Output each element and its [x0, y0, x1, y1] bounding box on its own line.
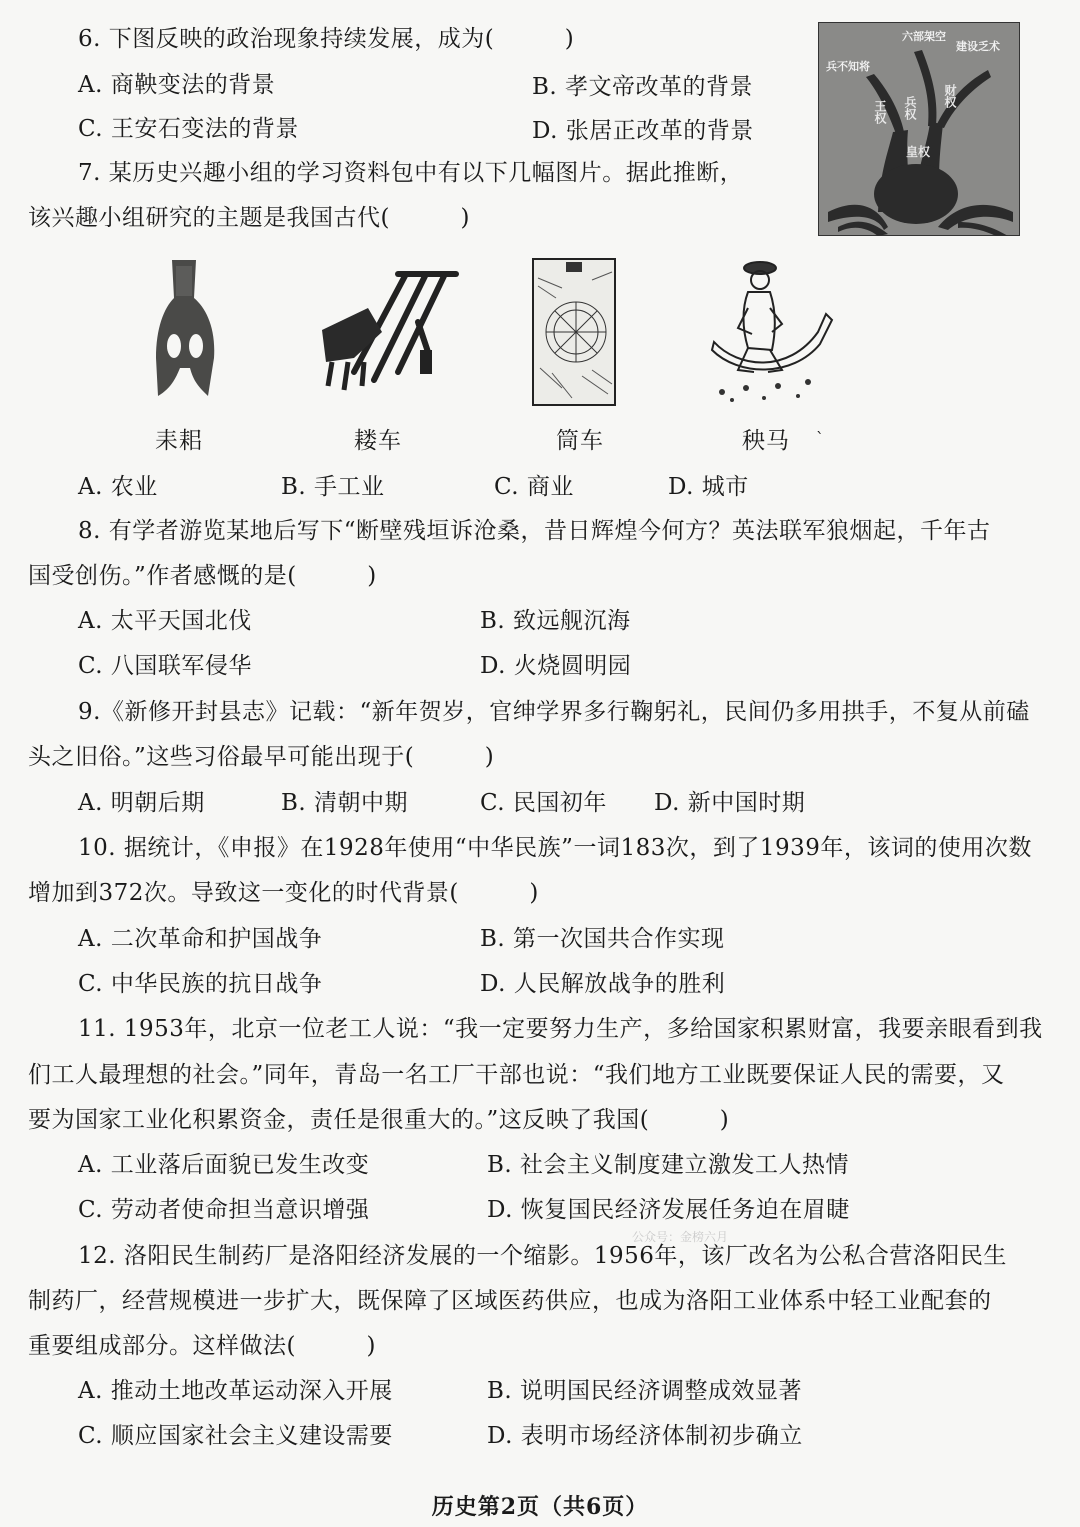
political-tree-figure — [818, 22, 1020, 236]
question-7-option-c: C. 商业 — [494, 474, 574, 500]
question-10-option-b: B. 第一次国共合作实现 — [480, 926, 725, 952]
question-6-option-c: C. 王安石变法的背景 — [78, 116, 299, 142]
question-6-option-d: D. 张居正改革的背景 — [532, 118, 754, 144]
leisi-plow-image — [150, 258, 222, 398]
question-9-option-c: C. 民国初年 — [480, 790, 607, 816]
question-6-option-b: B. 孝文帝改革的背景 — [532, 74, 754, 100]
question-8-option-d: D. 火烧圆明园 — [480, 653, 632, 679]
question-8-option-b: B. 致远舰沉海 — [480, 608, 631, 634]
question-10-stem-line2: 增加到372次。导致这一变化的时代背景( ) — [28, 880, 539, 906]
question-10-option-a: A. 二次革命和护国战争 — [78, 926, 323, 952]
caption-tongche: 筒车 — [556, 428, 604, 454]
question-11-stem-line2: 们工人最理想的社会。”同年，青岛一名工厂干部也说：“我们地方工业既要保证人民的需要，又 — [28, 1062, 1005, 1088]
question-10-option-d: D. 人民解放战争的胜利 — [480, 971, 726, 997]
question-10-option-c: C. 中华民族的抗日战争 — [78, 971, 323, 997]
question-11-option-b: B. 社会主义制度建立激发工人热情 — [487, 1152, 850, 1178]
question-10-stem-line1: 10. 据统计，《申报》在1928年使用“中华民族”一词183次，到了1939年，该词的使用次数 — [78, 835, 1032, 861]
tree-label-4: 财权 — [943, 84, 957, 108]
question-7-option-d: D. 城市 — [668, 474, 749, 500]
question-12-stem-line3: 重要组成部分。这样做法( ) — [28, 1333, 376, 1359]
question-8-stem-line2: 国受创伤。”作者感慨的是( ) — [28, 563, 377, 589]
watermark: 公众号：金榜六月 — [632, 1230, 729, 1244]
tree-label-2: 建设乏术 — [956, 40, 1000, 53]
question-9-option-d: D. 新中国时期 — [654, 790, 806, 816]
question-9-stem-line2: 头之旧俗。”这些习俗最早可能出现于( ) — [28, 744, 495, 770]
tree-label-7: 皇权 — [906, 145, 931, 159]
question-8-option-c: C. 八国联军侵华 — [78, 653, 252, 679]
question-11-stem-line1: 11. 1953年，北京一位老工人说：“我一定要努力生产，多给国家积累财富，我要亲眼看到我 — [78, 1016, 1043, 1042]
caption-yangma: 秧马 — [742, 428, 790, 454]
caption-leisi: 耒耜 — [155, 428, 203, 454]
question-6-option-a: A. 商鞅变法的背景 — [78, 72, 276, 98]
caption-mark: ` — [816, 429, 825, 448]
question-12-option-c: C. 顺应国家社会主义建设需要 — [78, 1423, 393, 1449]
seed-drill-image — [308, 262, 460, 402]
caption-louche: 耧车 — [354, 428, 402, 454]
question-11-option-c: C. 劳动者使命担当意识增强 — [78, 1197, 370, 1223]
question-12-option-a: A. 推动土地改革运动深入开展 — [78, 1378, 393, 1404]
question-11-option-a: A. 工业落后面貌已发生改变 — [78, 1152, 370, 1178]
question-11-option-d: D. 恢复国民经济发展任务迫在眉睫 — [487, 1197, 850, 1223]
question-6-stem: 6. 下图反映的政治现象持续发展，成为( ) — [78, 26, 575, 52]
question-7-option-b: B. 手工业 — [281, 474, 385, 500]
question-12-option-b: B. 说明国民经济调整成效显著 — [487, 1378, 803, 1404]
question-9-option-b: B. 清朝中期 — [281, 790, 409, 816]
tree-label-3: 兵不知将 — [826, 60, 870, 73]
question-12-option-d: D. 表明市场经济体制初步确立 — [487, 1423, 803, 1449]
question-8-stem-line1: 8. 有学者游览某地后写下“断壁残垣诉沧桑，昔日辉煌今何方？英法联军狼烟起，千年古 — [78, 518, 991, 544]
tree-label-5: 王权 — [873, 100, 887, 124]
tree-label-1: 六部架空 — [902, 30, 946, 43]
question-12-stem-line2: 制药厂，经营规模进一步扩大，既保障了区域医药供应，也成为洛阳工业体系中轻工业配套的 — [28, 1288, 992, 1314]
page-footer: 历史第2页（共6页） — [431, 1494, 649, 1520]
question-8-option-a: A. 太平天国北伐 — [78, 608, 252, 634]
tree-label-6: 兵权 — [903, 96, 917, 120]
question-7-stem-line2: 该兴趣小组研究的主题是我国古代( ) — [28, 205, 470, 231]
question-7-stem-line1: 7. 某历史兴趣小组的学习资料包中有以下几幅图片。据此推断， — [78, 160, 744, 186]
question-9-option-a: A. 明朝后期 — [78, 790, 205, 816]
water-wheel-image — [532, 258, 616, 406]
yangma-image — [708, 258, 836, 406]
question-9-stem-line1: 9.《新修开封县志》记载：“新年贺岁，官绅学界多行鞠躬礼，民间仍多用拱手，不复从前磕 — [78, 699, 1030, 725]
question-12-stem-line1: 12. 洛阳民生制药厂是洛阳经济发展的一个缩影。1956年，该厂改名为公私合营洛阳民生 — [78, 1243, 1007, 1269]
question-7-option-a: A. 农业 — [78, 474, 158, 500]
question-11-stem-line3: 要为国家工业化积累资金，责任是很重大的。”这反映了我国( ) — [28, 1107, 730, 1133]
